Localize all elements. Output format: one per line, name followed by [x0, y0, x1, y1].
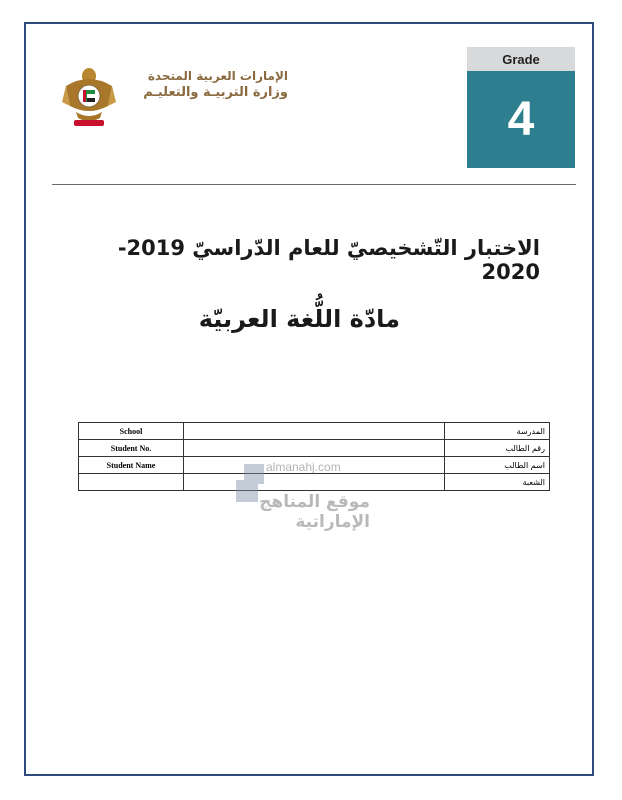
student-name-label-ar: اسم الطالب — [445, 457, 550, 474]
student-no-label-en: Student No. — [79, 440, 184, 457]
section-label-en — [79, 474, 184, 491]
school-label-ar: المدرسة — [445, 423, 550, 440]
student-no-field[interactable] — [184, 440, 445, 457]
school-field[interactable] — [184, 423, 445, 440]
header-divider — [52, 184, 576, 185]
ministry-name — [118, 68, 288, 102]
ministry-title: وزارة التربيـة والتعليـم — [143, 85, 288, 100]
exam-subject: مادّة اللُّغة العربيّة — [198, 305, 400, 333]
watermark-domain: almanahj.com — [266, 460, 341, 474]
table-row — [79, 440, 550, 457]
section-label-ar: الشعبة — [445, 474, 550, 491]
table-row — [79, 423, 550, 440]
student-no-label-ar: رقم الطالب — [445, 440, 550, 457]
watermark — [236, 458, 376, 532]
country-name: الإمارات العربية المتحدة — [147, 69, 288, 83]
exam-title: الاختبار التّشخيصيّ للعام الدّراسيّ 2019-2020 — [117, 236, 540, 284]
uae-emblem-icon — [62, 62, 116, 128]
watermark-site-name: موقع المناهج الإماراتية — [259, 492, 370, 532]
grade-box — [467, 47, 575, 168]
student-name-label-en: Student Name — [79, 457, 184, 474]
grade-label: Grade — [467, 47, 575, 71]
school-label-en: School — [79, 423, 184, 440]
grade-number: 4 — [467, 71, 575, 168]
